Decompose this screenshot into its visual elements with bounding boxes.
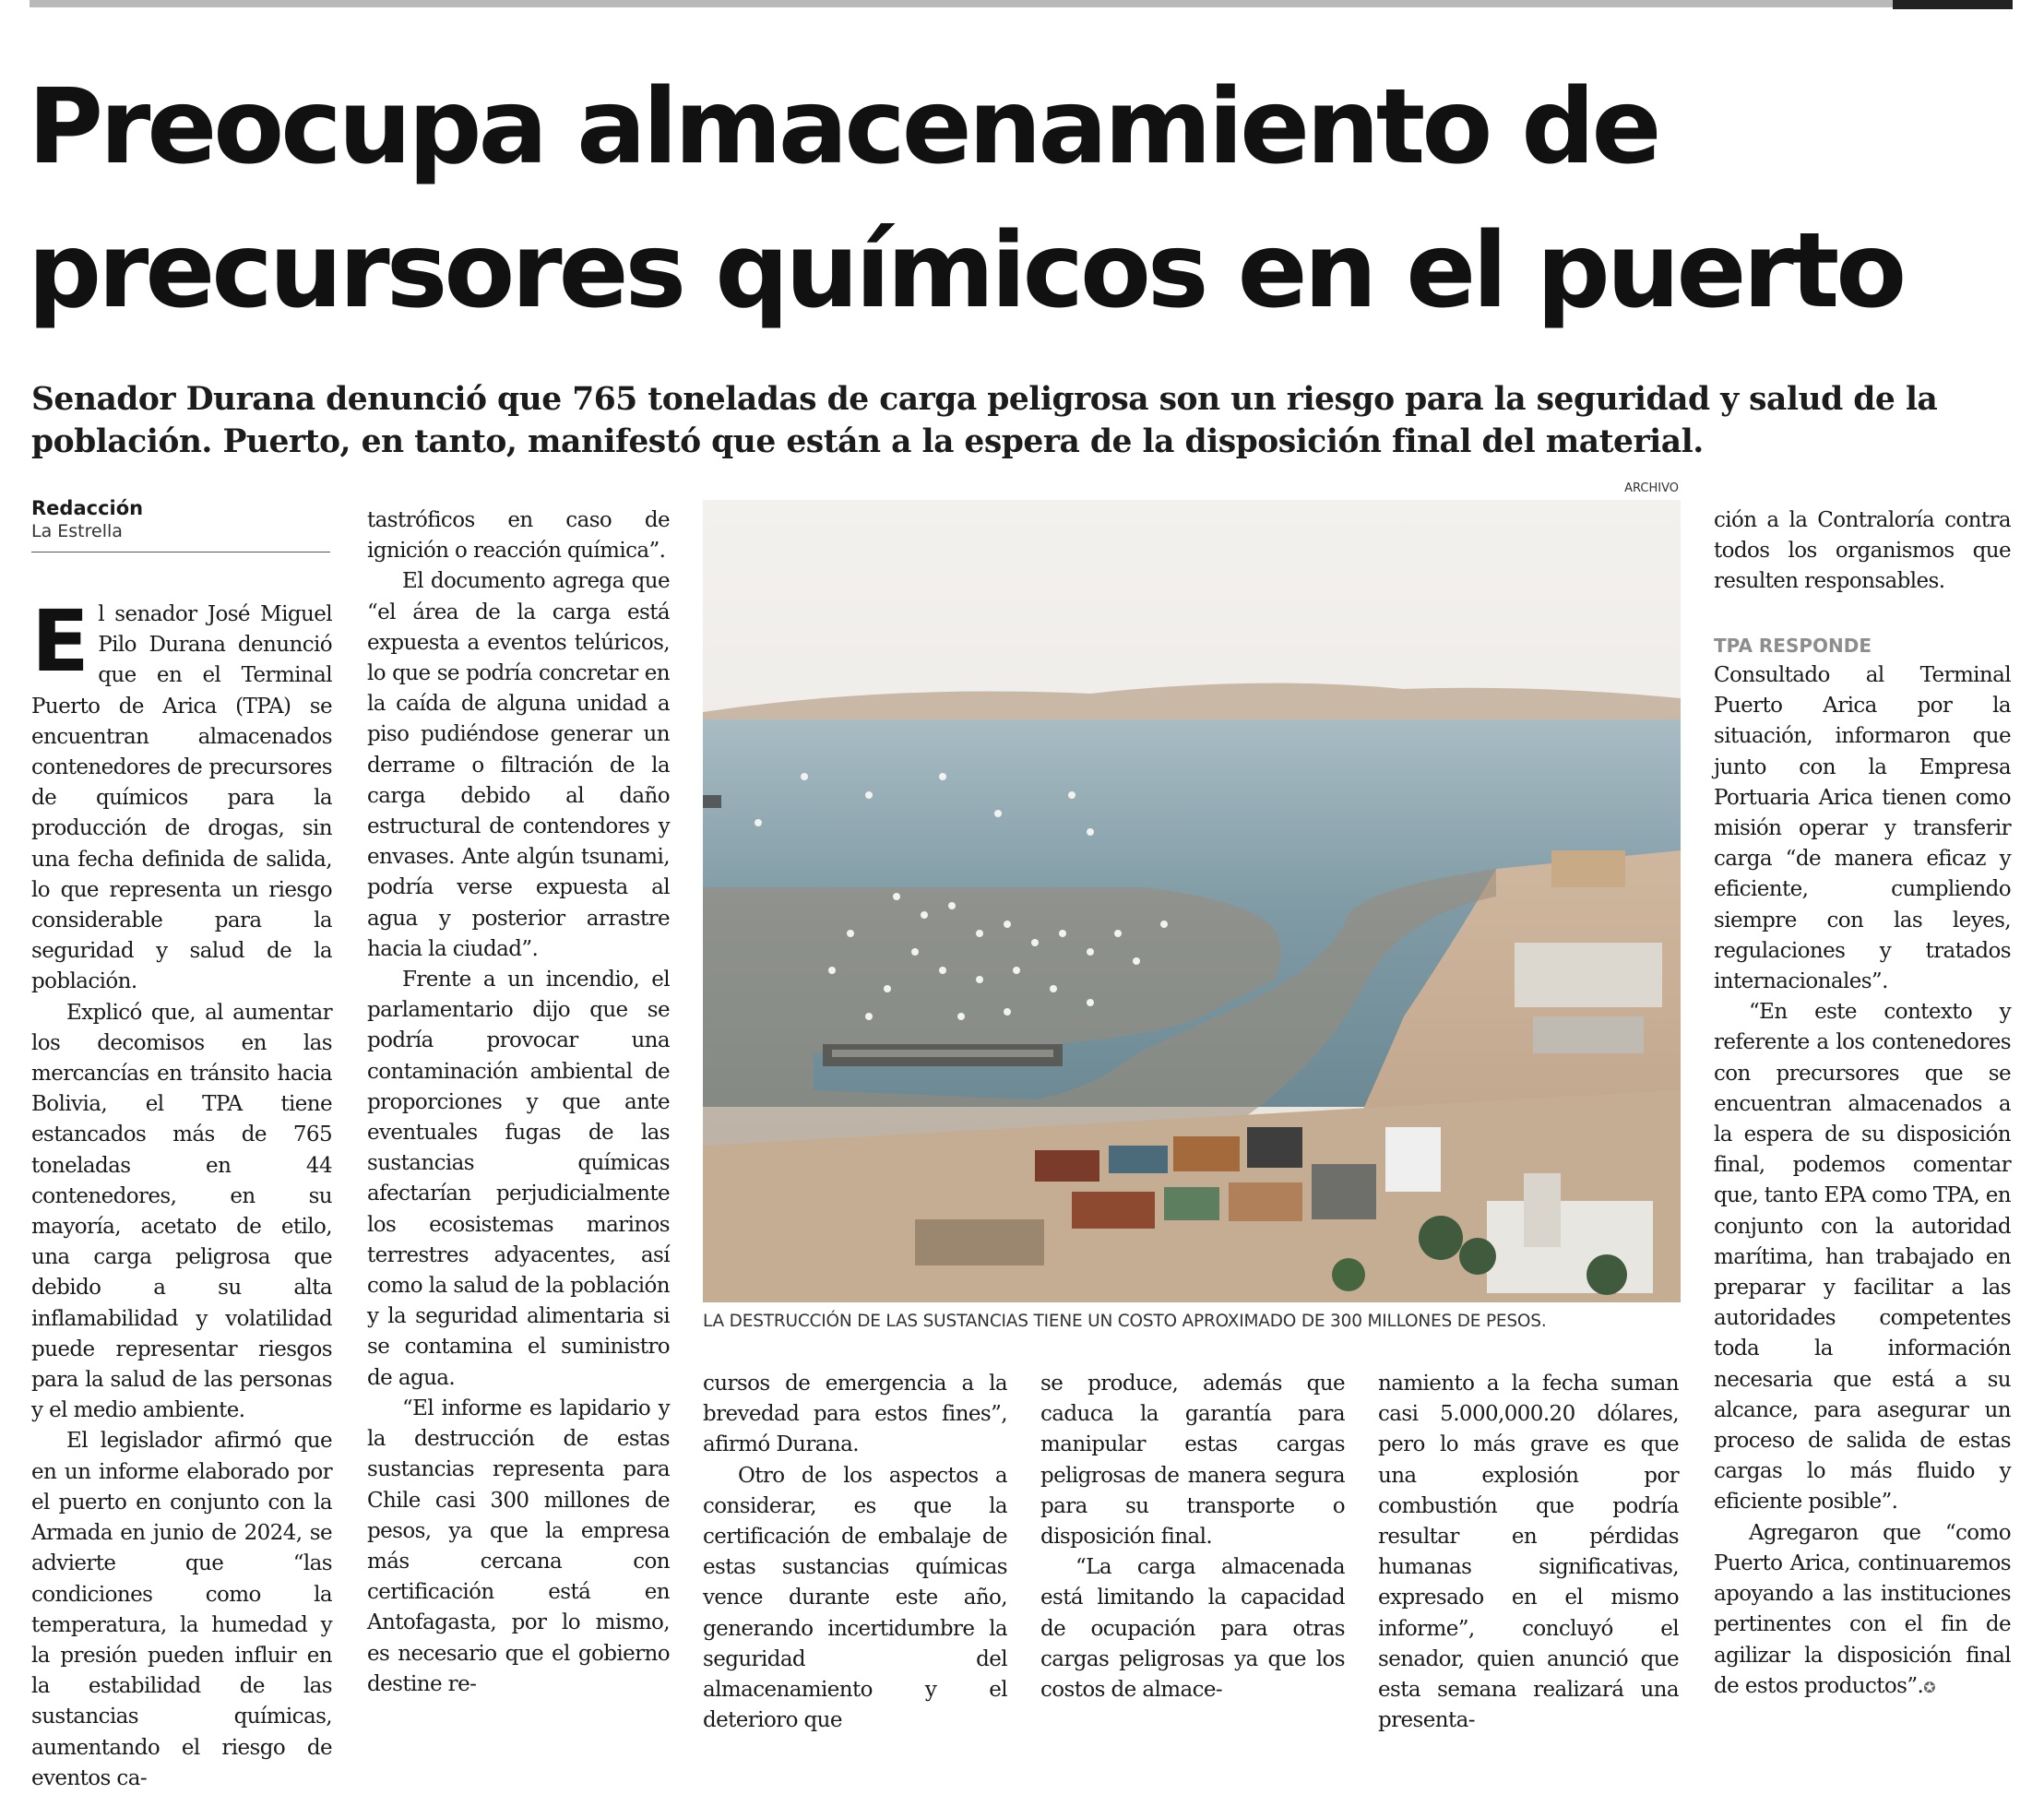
body-column-1 (31, 592, 332, 1794)
byline-author: Redacción (31, 497, 144, 519)
paragraph: ción a la Contraloría contra todos los organismos que resulten responsables. (1714, 508, 2011, 594)
paragraph: Frente a un incendio, el parlamentario dijo que se podría provocar una contaminación ambiental de proporciones y que ante eventuales fugas de las sustancias químicas afectarían perjudicialmente los ecosistemas marinos terrestres adyacentes, así como la salud de la población y la seguridad alimentaria si se contamina el suministro de agua. (367, 968, 670, 1390)
paragraph: cursos de emergencia a la brevedad para estos fines”, afirmó Durana. (703, 1372, 1007, 1457)
photo-credit: ARCHIVO (1624, 481, 1679, 495)
top-rule-accent (1893, 0, 2013, 9)
paragraph: tastróficos en caso de ignición o reacción química”. (367, 508, 670, 564)
paragraph: “El informe es lapidario y la destrucción de estas sustancias representa para Chile casi 300 millones de pesos, ya que la empresa más cercana con certificación está en Antofagasta, por lo mismo, es necesario que el gobierno destine re- (367, 1396, 670, 1696)
byline-outlet: La Estrella (31, 521, 123, 541)
paragraph: Otro de los aspectos a considerar, es que la certificación de embalaje de estas sustancias químicas vence durante este año, generando incertidumbre la seguridad del almacenamiento y el deterioro que (703, 1463, 1007, 1733)
paragraph: El documento agrega que “el área de la carga está expuesta a eventos telúricos, lo que se podría concretar en la caída de alguna unidad a piso pudiéndose generar un derrame o filtración de la carga debido al daño estructural de contendores y envases. Ante algún tsunami, podría verse expuesta al agua y posterior arrastre hacia la ciudad”. (367, 569, 670, 961)
paragraph: El legislador afirmó que en un informe elaborado por el puerto en conjunto con la Armada en junio de 2024, se advierte que “las condiciones como la temperatura, la humedad y la presión pueden influir en la estabilidad de las sustancias químicas, aumentando el riesgo de eventos ca- (31, 1429, 332, 1790)
paragraph: “La carga almacenada está limitando la capacidad de ocupación para otras cargas peligrosas ya que los costos de almace- (1040, 1555, 1345, 1703)
headline: Preocupa almacenamiento de precursores químicos en el puerto (28, 67, 1904, 331)
body-column-5 (1378, 1369, 1679, 1736)
body-column-6-bottom (1714, 660, 2011, 1703)
paragraph (1714, 1518, 2011, 1703)
paragraph: Consultado al Terminal Puerto Arica por la situación, informaron que junto con la Empresa Portuaria Arica tienen como misión operar y transferir carga “de manera eficaz y eficiente, cumpliendo siempre con las leyes, regulaciones y tratados internacionales”. (1714, 663, 2011, 994)
paragraph: namiento a la fecha suman casi 5.000,000.20 dólares, pero lo más grave es que una explosión por combustión que podría resultar en pérdidas humanas significativas, expresado en el mismo informe”, concluyó el senador, quien anunció que esta semana realizará una presenta- (1378, 1372, 1679, 1733)
paragraph: Explicó que, al aumentar los decomisos en las mercancías en tránsito hacia Bolivia, el TPA tiene estancados más de 765 toneladas en 44 contenedores, en su mayoría, acetato de etilo, una carga peligrosa que debido a su alta inflamabilidad y volatilidad puede representar riesgos para la salud de las personas y el medio ambiente. (31, 1000, 332, 1423)
body-column-6-top (1714, 505, 2011, 598)
byline (31, 496, 330, 552)
photo-caption: LA DESTRUCCIÓN DE LAS SUSTANCIAS TIENE UN COSTO APROXIMADO DE 300 MILLONES DE PESOS. (703, 1312, 1547, 1331)
body-column-4 (1040, 1369, 1345, 1705)
port-aerial-photo (703, 500, 1681, 1302)
end-mark-icon: ✪ (1923, 1678, 1936, 1696)
section-heading: TPA RESPONDE (1714, 635, 1872, 657)
body-column-3 (703, 1369, 1007, 1736)
body-column-2 (367, 505, 670, 1700)
paragraph-text: Agregaron que “como Puerto Arica, continuaremos apoyando a las instituciones pertinentes con el fin de agilizar la disposición final de estos productos”. (1714, 1520, 2011, 1698)
paragraph: l senador José Miguel Pilo Durana denunció que en el Terminal Puerto de Arica (TPA) se encuentran almacenados contenedores de precursores de químicos para la producción de drogas, sin una fecha definida de salida, lo que representa un riesgo considerable para la seguridad y salud de la población. (31, 602, 332, 994)
top-rule (30, 0, 1917, 7)
drop-cap: E (31, 592, 89, 691)
paragraph: “En este contexto y referente a los contenedores con precursores que se encuentran almacenados a la espera de su disposición final, podemos comentar que, tanto EPA como TPA, en conjunto con la autoridad marítima, han trabajado en preparar y facilitar a las autoridades competentes toda la información necesaria que está a su alcance, para asegurar un proceso de salida de estas cargas lo más fluido y eficiente posible”. (1714, 1000, 2011, 1515)
subheadline: Senador Durana denunció que 765 toneladas de carga peligrosa son un riesgo para la seguridad y salud de la población. Puerto, en tanto, manifestó que están a la espera de la disposición final del material. (31, 381, 1938, 460)
paragraph: se produce, además que caduca la garantía para manipular estas cargas peligrosas de manera segura para su transporte o disposición final. (1040, 1372, 1345, 1550)
